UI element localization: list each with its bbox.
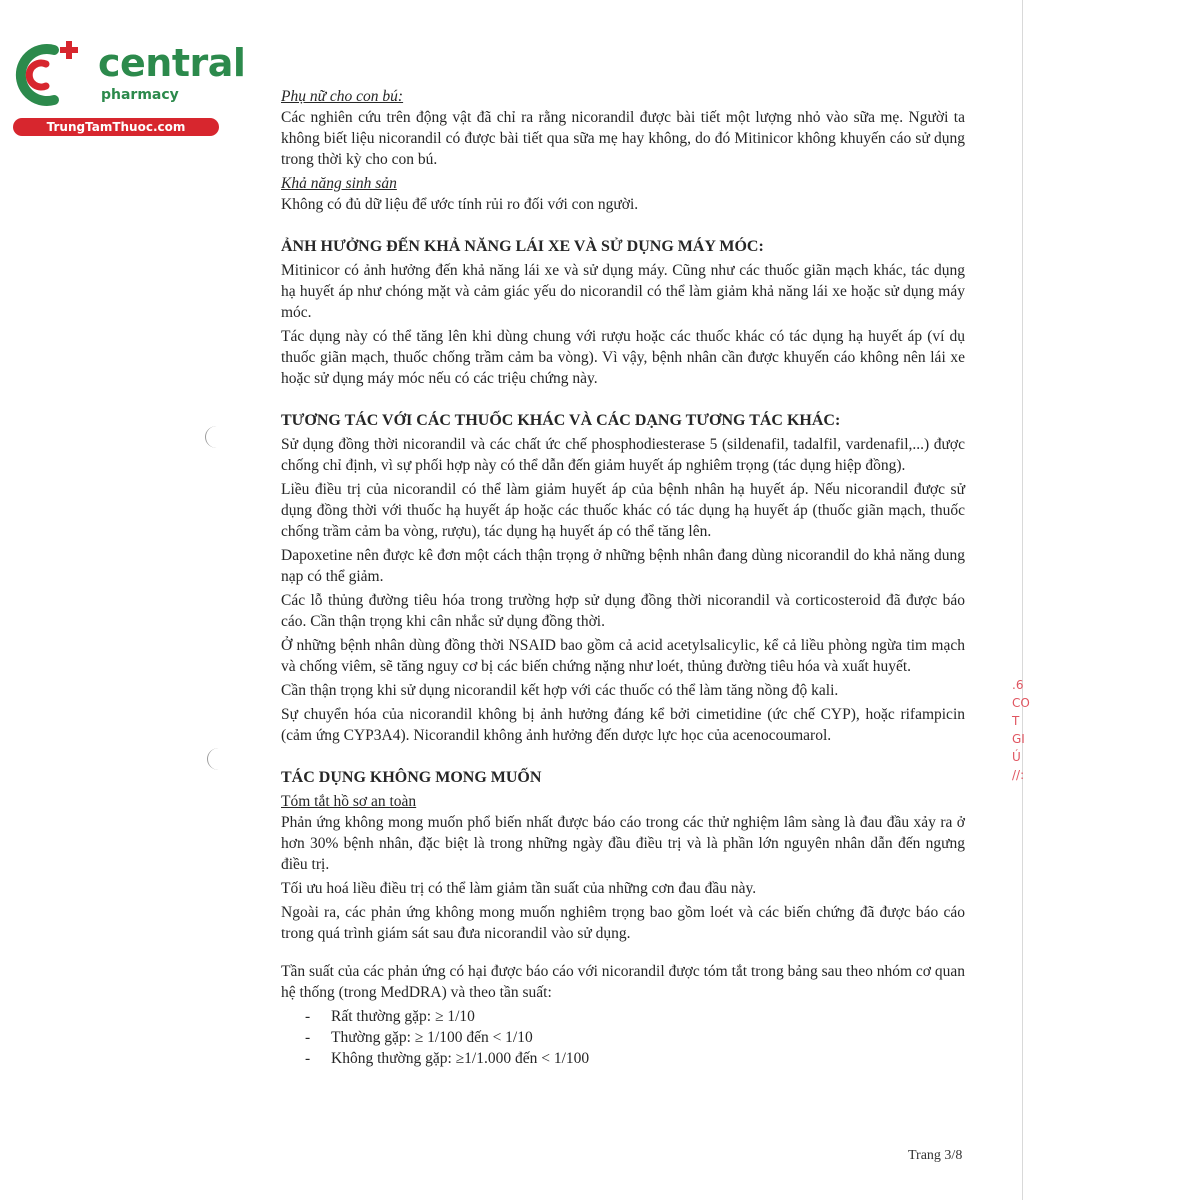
- margin-stamp: [1012, 676, 1030, 784]
- subsection-title-breastfeeding: Phụ nữ cho con bú:: [281, 88, 404, 105]
- paragraph: Ngoài ra, các phản ứng không mong muốn nghiêm trọng bao gồm loét và các biến chứng đã được báo cáo trong quá trình giám sát sau đưa nicorandil vào sử dụng.: [281, 904, 965, 942]
- subsection-title-fertility: Khả năng sinh sản: [281, 175, 397, 192]
- stamp-fragment: Ú: [1012, 750, 1021, 764]
- stamp-fragment: CO: [1012, 696, 1030, 710]
- frequency-list: [281, 1006, 965, 1069]
- logo-mark-icon: [10, 38, 88, 108]
- pharmacy-logo: [10, 38, 246, 138]
- brand-name: central: [98, 41, 246, 85]
- stamp-fragment: //:: [1012, 768, 1025, 782]
- spacer: [281, 947, 965, 961]
- brand-website: TrungTamThuoc.com: [13, 118, 219, 136]
- paragraph: Ở những bệnh nhân dùng đồng thời NSAID bao gồm cả acid acetylsalicylic, kể cả liều phòng ngừa tim mạch và chống viêm, sẽ tăng nguy cơ bị các biến chứng nặng như loét, thủng đường tiêu hóa và xuất huyết.: [281, 637, 965, 675]
- paragraph: Tối ưu hoá liều điều trị có thể làm giảm tần suất của những cơn đau đầu này.: [281, 880, 757, 897]
- list-item: - Rất thường gặp: ≥ 1/10: [281, 1006, 965, 1027]
- paragraph: Các lỗ thủng đường tiêu hóa trong trường hợp sử dụng đồng thời nicorandil và corticosteroid đã được báo cáo. Cần thận trọng khi cân nhắc sử dụng đồng thời.: [281, 592, 965, 630]
- paragraph: Sự chuyển hóa của nicorandil không bị ảnh hưởng đáng kể bởi cimetidine (ức chế CYP), hoặc rifampicin (cảm ứng CYP3A4). Nicorandil không ảnh hưởng đến dược lực học của acenocoumarol.: [281, 706, 965, 744]
- paragraph: Cần thận trọng khi sử dụng nicorandil kết hợp với các thuốc có thể làm tăng nồng độ kali.: [281, 682, 839, 699]
- list-item: - Không thường gặp: ≥1/1.000 đến < 1/100: [281, 1048, 965, 1069]
- paragraph: Phản ứng không mong muốn phổ biến nhất được báo cáo trong các thử nghiệm lâm sàng là đau đầu xảy ra ở hơn 30% bệnh nhân, đặc biệt là trong những ngày đầu điều trị và là phần lớn nguyên nhân dẫn đến ngưng điều trị.: [281, 814, 965, 873]
- page-number: Trang 3/8: [908, 1148, 963, 1163]
- subsection-title-safety-summary: Tóm tắt hồ sơ an toàn: [281, 793, 417, 810]
- section-heading-driving: ẢNH HƯỞNG ĐẾN KHẢ NĂNG LÁI XE VÀ SỬ DỤNG MÁY MÓC:: [281, 238, 764, 255]
- paragraph: Tác dụng này có thể tăng lên khi dùng chung với rượu hoặc các thuốc khác có tác dụng hạ huyết áp (ví dụ thuốc giãn mạch, thuốc chống trầm cảm ba vòng). Vì vậy, bệnh nhân cần được khuyến cáo không nên lái xe hoặc sử dụng máy móc nếu có các triệu chứng này.: [281, 328, 965, 387]
- paragraph: Liều điều trị của nicorandil có thể làm giảm huyết áp của bệnh nhân hạ huyết áp. Nếu nicorandil được sử dụng đồng thời với thuốc hạ huyết áp hoặc các thuốc khác có tác dụng hạ huyết áp (thuốc giãn mạch, thuốc chống trầm cảm ba vòng, rượu), tác dụng hạ huyết áp có thể tăng lên.: [281, 481, 965, 540]
- punch-hole-mark: [205, 426, 228, 448]
- document-body: [281, 86, 965, 1069]
- stamp-fragment: .6: [1012, 678, 1024, 692]
- section-heading-interactions: TƯƠNG TÁC VỚI CÁC THUỐC KHÁC VÀ CÁC DẠNG TƯƠNG TÁC KHÁC:: [281, 412, 841, 429]
- spacer: [281, 749, 965, 767]
- paragraph: Sử dụng đồng thời nicorandil và các chất ức chế phosphodiesterase 5 (sildenafil, tadalfil, vardenafil,...) được chống chỉ định, vì sự phối hợp này có thể dẫn đến giảm huyết áp nghiêm trọng (tác dụng hiệp đồng).: [281, 436, 965, 474]
- page-edge-line: [1022, 0, 1023, 1200]
- paragraph: Mitinicor có ảnh hưởng đến khả năng lái xe và sử dụng máy. Cũng như các thuốc giãn mạch khác, tác dụng hạ huyết áp như chóng mặt và cảm giác yếu do nicorandil có thể làm giảm khả năng lái xe hoặc sử dụng máy móc.: [281, 262, 965, 321]
- list-item: - Thường gặp: ≥ 1/100 đến < 1/10: [281, 1027, 965, 1048]
- punch-hole-mark: [207, 748, 230, 770]
- paragraph: Không có đủ dữ liệu để ước tính rủi ro đối với con người.: [281, 196, 639, 213]
- paragraph: Các nghiên cứu trên động vật đã chỉ ra rằng nicorandil được bài tiết một lượng nhỏ vào sữa mẹ. Người ta không biết liệu nicorandil có được bài tiết qua sữa mẹ hay không, do đó Mitinicor không khuyến cáo sử dụng trong thời kỳ cho con bú.: [281, 109, 965, 168]
- spacer: [281, 392, 965, 410]
- paragraph: Dapoxetine nên được kê đơn một cách thận trọng ở những bệnh nhân đang dùng nicorandil do khả năng dung nạp có thể giảm.: [281, 547, 965, 585]
- brand-subtitle: pharmacy: [101, 87, 179, 103]
- stamp-fragment: T: [1012, 714, 1020, 728]
- stamp-fragment: GI: [1012, 732, 1025, 746]
- paragraph: Tần suất của các phản ứng có hại được báo cáo với nicorandil được tóm tắt trong bảng sau theo nhóm cơ quan hệ thống (trong MedDRA) và theo tần suất:: [281, 963, 965, 1001]
- spacer: [281, 218, 965, 236]
- section-heading-adverse-effects: TÁC DỤNG KHÔNG MONG MUỐN: [281, 769, 542, 786]
